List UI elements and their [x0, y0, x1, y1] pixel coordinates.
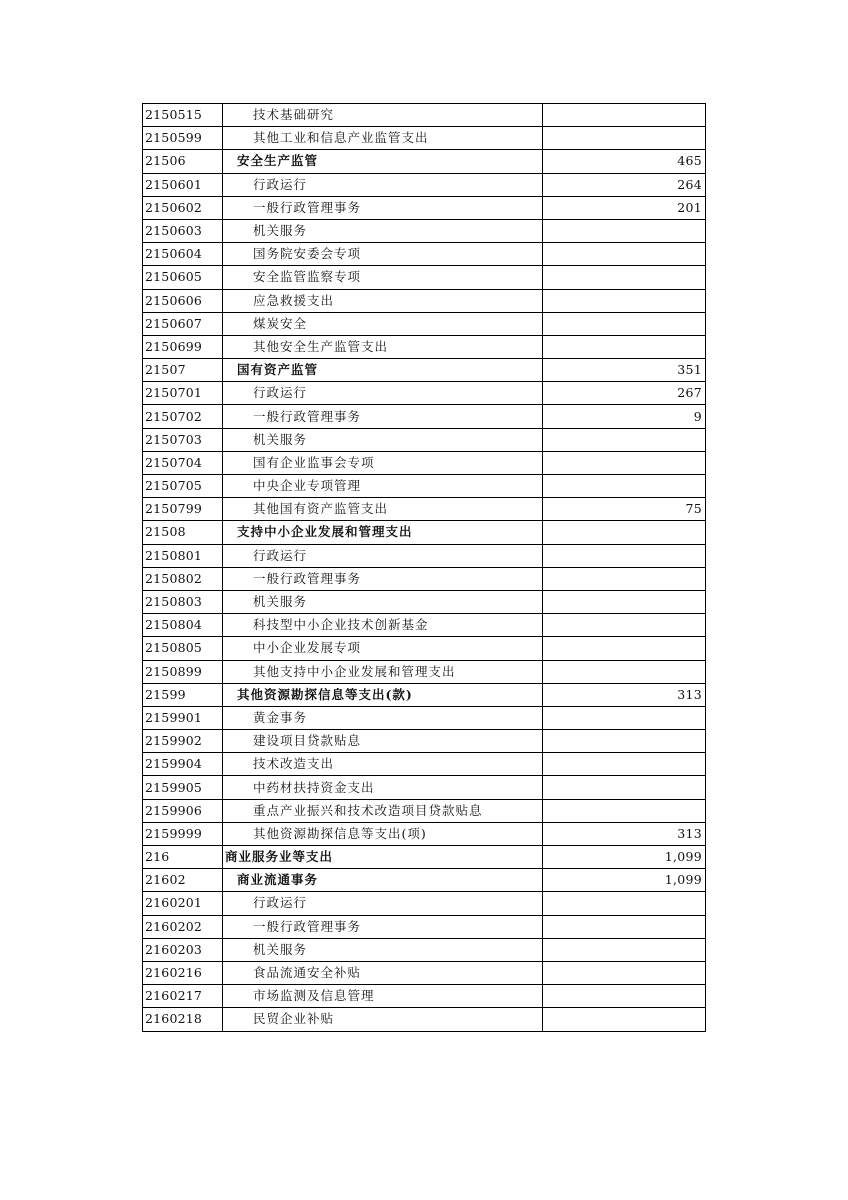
subject-code-cell: 2150699 [143, 335, 223, 358]
subject-code-cell: 2159999 [143, 822, 223, 845]
subject-name-cell: 机关服务 [223, 428, 543, 451]
amount-cell [543, 985, 706, 1008]
amount-cell: 313 [543, 822, 706, 845]
subject-code-cell: 21602 [143, 869, 223, 892]
subject-name-cell: 支持中小企业发展和管理支出 [223, 521, 543, 544]
subject-name-cell: 行政运行 [223, 892, 543, 915]
amount-cell [543, 567, 706, 590]
table-row [143, 776, 706, 799]
amount-cell [543, 544, 706, 567]
amount-cell [543, 892, 706, 915]
amount-cell [543, 243, 706, 266]
subject-code-cell: 2160217 [143, 985, 223, 1008]
table-row [143, 846, 706, 869]
amount-cell [543, 637, 706, 660]
amount-cell [543, 961, 706, 984]
table-row [143, 451, 706, 474]
subject-code-cell: 2150606 [143, 289, 223, 312]
subject-name-cell: 技术改造支出 [223, 753, 543, 776]
subject-code-cell: 21507 [143, 359, 223, 382]
subject-name-cell: 国有企业监事会专项 [223, 451, 543, 474]
amount-cell [543, 451, 706, 474]
table-row [143, 660, 706, 683]
amount-cell [543, 776, 706, 799]
amount-cell [543, 706, 706, 729]
table-row [143, 985, 706, 1008]
table-row [143, 521, 706, 544]
subject-name-cell: 中药材扶持资金支出 [223, 776, 543, 799]
amount-cell [543, 614, 706, 637]
subject-code-cell: 2150605 [143, 266, 223, 289]
amount-cell [543, 127, 706, 150]
amount-cell: 465 [543, 150, 706, 173]
subject-name-cell: 其他支持中小企业发展和管理支出 [223, 660, 543, 683]
subject-name-cell: 黄金事务 [223, 706, 543, 729]
subject-name-cell: 其他国有资产监管支出 [223, 498, 543, 521]
subject-name-cell: 商业服务业等支出 [223, 846, 543, 869]
subject-code-cell: 21506 [143, 150, 223, 173]
subject-code-cell: 2150805 [143, 637, 223, 660]
subject-code-cell: 216 [143, 846, 223, 869]
amount-cell [543, 730, 706, 753]
subject-name-cell: 食品流通安全补贴 [223, 961, 543, 984]
subject-name-cell: 煤炭安全 [223, 312, 543, 335]
table-row [143, 127, 706, 150]
table-row [143, 1008, 706, 1031]
table-row [143, 498, 706, 521]
amount-cell: 1,099 [543, 846, 706, 869]
table-row [143, 405, 706, 428]
subject-name-cell: 商业流通事务 [223, 869, 543, 892]
subject-code-cell: 21508 [143, 521, 223, 544]
subject-name-cell: 机关服务 [223, 590, 543, 613]
amount-cell [543, 660, 706, 683]
table-row [143, 219, 706, 242]
table-row [143, 382, 706, 405]
subject-name-cell: 国有资产监管 [223, 359, 543, 382]
subject-code-cell: 2160203 [143, 938, 223, 961]
subject-name-cell: 科技型中小企业技术创新基金 [223, 614, 543, 637]
subject-name-cell: 其他工业和信息产业监管支出 [223, 127, 543, 150]
subject-code-cell: 2150704 [143, 451, 223, 474]
table-row [143, 915, 706, 938]
subject-name-cell: 其他安全生产监管支出 [223, 335, 543, 358]
subject-code-cell: 2150599 [143, 127, 223, 150]
subject-name-cell: 其他资源勘探信息等支出(项) [223, 822, 543, 845]
subject-name-cell: 行政运行 [223, 173, 543, 196]
table-row [143, 475, 706, 498]
subject-code-cell: 21599 [143, 683, 223, 706]
amount-cell: 267 [543, 382, 706, 405]
subject-code-cell: 2150602 [143, 196, 223, 219]
amount-cell: 313 [543, 683, 706, 706]
subject-name-cell: 机关服务 [223, 219, 543, 242]
subject-code-cell: 2159906 [143, 799, 223, 822]
subject-code-cell: 2160201 [143, 892, 223, 915]
subject-name-cell: 重点产业振兴和技术改造项目贷款贴息 [223, 799, 543, 822]
table-row [143, 590, 706, 613]
subject-code-cell: 2159902 [143, 730, 223, 753]
subject-name-cell: 国务院安委会专项 [223, 243, 543, 266]
subject-name-cell: 安全生产监管 [223, 150, 543, 173]
subject-name-cell: 机关服务 [223, 938, 543, 961]
amount-cell: 1,099 [543, 869, 706, 892]
subject-name-cell: 中小企业发展专项 [223, 637, 543, 660]
subject-name-cell: 其他资源勘探信息等支出(款) [223, 683, 543, 706]
subject-name-cell: 行政运行 [223, 544, 543, 567]
amount-cell: 9 [543, 405, 706, 428]
table-row [143, 104, 706, 127]
table-row [143, 799, 706, 822]
amount-cell [543, 590, 706, 613]
table-row [143, 938, 706, 961]
table-row [143, 730, 706, 753]
subject-name-cell: 中央企业专项管理 [223, 475, 543, 498]
table-row [143, 544, 706, 567]
table-row [143, 567, 706, 590]
amount-cell [543, 335, 706, 358]
table-row [143, 243, 706, 266]
table-row [143, 706, 706, 729]
subject-name-cell: 行政运行 [223, 382, 543, 405]
amount-cell [543, 799, 706, 822]
subject-name-cell: 应急救援支出 [223, 289, 543, 312]
subject-code-cell: 2159905 [143, 776, 223, 799]
amount-cell [543, 915, 706, 938]
subject-code-cell: 2160216 [143, 961, 223, 984]
amount-cell [543, 266, 706, 289]
amount-cell [543, 475, 706, 498]
table-row [143, 637, 706, 660]
table-row [143, 312, 706, 335]
table-row [143, 150, 706, 173]
budget-table-body [143, 104, 706, 1032]
subject-code-cell: 2150604 [143, 243, 223, 266]
subject-code-cell: 2150603 [143, 219, 223, 242]
amount-cell [543, 1008, 706, 1031]
amount-cell [543, 104, 706, 127]
amount-cell: 351 [543, 359, 706, 382]
table-row [143, 683, 706, 706]
amount-cell: 201 [543, 196, 706, 219]
subject-code-cell: 2150515 [143, 104, 223, 127]
table-row [143, 961, 706, 984]
subject-code-cell: 2150803 [143, 590, 223, 613]
subject-code-cell: 2150801 [143, 544, 223, 567]
subject-code-cell: 2150703 [143, 428, 223, 451]
subject-code-cell: 2159901 [143, 706, 223, 729]
subject-name-cell: 一般行政管理事务 [223, 567, 543, 590]
subject-code-cell: 2150705 [143, 475, 223, 498]
table-row [143, 614, 706, 637]
subject-code-cell: 2150702 [143, 405, 223, 428]
table-row [143, 753, 706, 776]
table-row [143, 892, 706, 915]
amount-cell [543, 428, 706, 451]
table-row [143, 266, 706, 289]
table-row [143, 359, 706, 382]
subject-name-cell: 一般行政管理事务 [223, 196, 543, 219]
subject-code-cell: 2150607 [143, 312, 223, 335]
amount-cell: 75 [543, 498, 706, 521]
subject-code-cell: 2150802 [143, 567, 223, 590]
table-row [143, 335, 706, 358]
subject-name-cell: 民贸企业补贴 [223, 1008, 543, 1031]
subject-name-cell: 建设项目贷款贴息 [223, 730, 543, 753]
subject-code-cell: 2160202 [143, 915, 223, 938]
table-row [143, 173, 706, 196]
amount-cell [543, 219, 706, 242]
amount-cell [543, 521, 706, 544]
table-row [143, 822, 706, 845]
subject-code-cell: 2150804 [143, 614, 223, 637]
table-row [143, 869, 706, 892]
subject-code-cell: 2160218 [143, 1008, 223, 1031]
subject-code-cell: 2159904 [143, 753, 223, 776]
amount-cell [543, 312, 706, 335]
subject-name-cell: 安全监管监察专项 [223, 266, 543, 289]
subject-name-cell: 一般行政管理事务 [223, 915, 543, 938]
table-row [143, 289, 706, 312]
table-row [143, 196, 706, 219]
amount-cell [543, 753, 706, 776]
subject-name-cell: 技术基础研究 [223, 104, 543, 127]
subject-code-cell: 2150601 [143, 173, 223, 196]
subject-code-cell: 2150799 [143, 498, 223, 521]
amount-cell [543, 289, 706, 312]
budget-expenditure-table [142, 103, 706, 1032]
table-row [143, 428, 706, 451]
subject-code-cell: 2150701 [143, 382, 223, 405]
amount-cell [543, 938, 706, 961]
amount-cell: 264 [543, 173, 706, 196]
subject-name-cell: 市场监测及信息管理 [223, 985, 543, 1008]
subject-name-cell: 一般行政管理事务 [223, 405, 543, 428]
subject-code-cell: 2150899 [143, 660, 223, 683]
